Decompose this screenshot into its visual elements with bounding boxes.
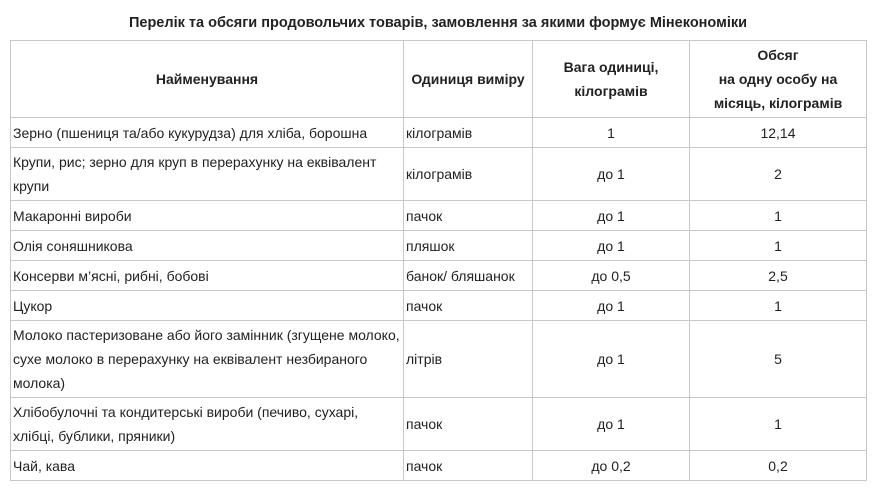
cell-weight: до 1 bbox=[533, 231, 690, 261]
cell-name: Консерви м’ясні, рибні, бобові bbox=[11, 261, 404, 291]
table-row bbox=[11, 451, 867, 481]
cell-volume: 2,5 bbox=[690, 261, 867, 291]
table-row bbox=[11, 118, 867, 148]
cell-weight: до 0,2 bbox=[533, 451, 690, 481]
cell-weight: до 1 bbox=[533, 398, 690, 451]
cell-unit: кілограмів bbox=[404, 118, 533, 148]
cell-volume: 2 bbox=[690, 148, 867, 201]
cell-name: Зерно (пшениця та/або кукурудза) для хліба, борошна bbox=[11, 118, 404, 148]
cell-weight: до 1 bbox=[533, 321, 690, 398]
cell-volume: 1 bbox=[690, 231, 867, 261]
cell-unit: пачок bbox=[404, 291, 533, 321]
cell-unit: кілограмів bbox=[404, 148, 533, 201]
cell-unit: пачок bbox=[404, 451, 533, 481]
cell-weight: 1 bbox=[533, 118, 690, 148]
cell-name: Цукор bbox=[11, 291, 404, 321]
table-row bbox=[11, 231, 867, 261]
header-weight-line: кілограмів bbox=[574, 83, 648, 99]
cell-weight: до 1 bbox=[533, 291, 690, 321]
cell-volume: 5 bbox=[690, 321, 867, 398]
cell-unit: пляшок bbox=[404, 231, 533, 261]
header-volume-line: на одну особу на bbox=[718, 71, 838, 87]
cell-name: Олія соняшникова bbox=[11, 231, 404, 261]
cell-weight: до 1 bbox=[533, 148, 690, 201]
table-row bbox=[11, 291, 867, 321]
page-title: Перелік та обсяги продовольчих товарів, замовлення за якими формує Мінекономіки bbox=[128, 15, 748, 31]
cell-unit: банок/ бляшанок bbox=[404, 261, 533, 291]
cell-volume: 1 bbox=[690, 201, 867, 231]
table-header-row bbox=[11, 41, 867, 118]
cell-unit: пачок bbox=[404, 398, 533, 451]
header-volume-line: Обсяг bbox=[757, 47, 799, 63]
header-weight bbox=[533, 41, 690, 118]
header-volume-line: місяць, кілограмів bbox=[713, 95, 843, 111]
cell-volume: 1 bbox=[690, 398, 867, 451]
cell-volume: 1 bbox=[690, 291, 867, 321]
goods-table bbox=[10, 40, 867, 481]
header-volume bbox=[690, 41, 867, 118]
table-row bbox=[11, 321, 867, 398]
cell-unit: літрів bbox=[404, 321, 533, 398]
cell-weight: до 1 bbox=[533, 201, 690, 231]
cell-name: Молоко пастеризоване або його замінник (згущене молоко, сухе молоко в перерахунку на еквівалент незбираного молока) bbox=[11, 321, 404, 398]
header-name: Найменування bbox=[11, 41, 404, 118]
table-row bbox=[11, 148, 867, 201]
cell-unit: пачок bbox=[404, 201, 533, 231]
header-weight-line: Вага одиниці, bbox=[563, 59, 659, 75]
cell-name: Хлібобулочні та кондитерські вироби (печиво, сухарі, хлібці, бублики, пряники) bbox=[11, 398, 404, 451]
cell-volume: 12,14 bbox=[690, 118, 867, 148]
table-row bbox=[11, 261, 867, 291]
cell-name: Макаронні вироби bbox=[11, 201, 404, 231]
table-row bbox=[11, 398, 867, 451]
table-row bbox=[11, 201, 867, 231]
cell-volume: 0,2 bbox=[690, 451, 867, 481]
cell-name: Крупи, рис; зерно для круп в перерахунку на еквівалент крупи bbox=[11, 148, 404, 201]
header-unit: Одиниця виміру bbox=[404, 41, 533, 118]
cell-name: Чай, кава bbox=[11, 451, 404, 481]
cell-weight: до 0,5 bbox=[533, 261, 690, 291]
